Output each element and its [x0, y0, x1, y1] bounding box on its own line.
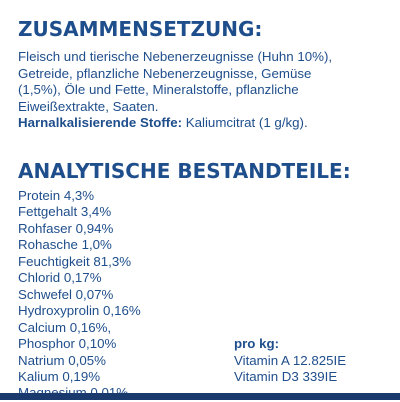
composition-line: (1,5%), Öle und Fette, Mineralstoffe, pflanzliche — [18, 82, 299, 98]
nutrient-item: Feuchtigkeit 81,3% — [18, 253, 132, 269]
vitamin-item: Vitamin D3 339IE — [234, 369, 338, 385]
nutrient-item: Protein 4,3% — [18, 188, 95, 203]
additive-value: Kaliumcitrat (1 g/kg). — [182, 115, 308, 131]
nutrient-item: Fettgehalt 3,4% — [18, 204, 112, 220]
analytic-heading: ANALYTISCHE BESTANDTEILE: — [18, 159, 351, 183]
additive-label: Harnalkalisierende Stoffe: — [18, 115, 183, 131]
nutrient-item: Kalium 0,19% — [18, 368, 101, 384]
composition-line: Getreide, pflanzliche Nebenerzeugnisse, Gemüse — [18, 65, 312, 81]
nutrient-item: Rohfaser 0,94% — [18, 220, 114, 236]
composition-heading: ZUSAMMENSETZUNG: — [18, 17, 263, 41]
nutrient-list — [18, 188, 141, 402]
vitamin-list — [234, 353, 346, 386]
nutrient-item: Natrium 0,05% — [18, 352, 106, 368]
nutrient-item: Schwefel 0,07% — [18, 286, 114, 302]
composition-line: Fleisch und tierische Nebenerzeugnisse (Huhn 10%), — [18, 49, 333, 64]
nutrient-item: Rohasche 1,0% — [18, 237, 112, 253]
nutrient-item: Hydroxyprolin 0,16% — [18, 303, 141, 319]
per-kg-block — [234, 336, 346, 386]
nutrient-item: Chlorid 0,17% — [18, 270, 102, 286]
bottom-band — [0, 393, 400, 400]
vitamin-item: Vitamin A 12.825IE — [234, 352, 347, 368]
nutrient-item: Phosphor 0,10% — [18, 336, 117, 352]
composition-line: Eiweißextrakte, Saaten. — [18, 98, 159, 114]
composition-text — [18, 49, 386, 132]
per-kg-label: pro kg: — [234, 336, 280, 351]
nutrient-item: Calcium 0,16%, — [18, 319, 112, 335]
additive-line — [18, 115, 386, 132]
